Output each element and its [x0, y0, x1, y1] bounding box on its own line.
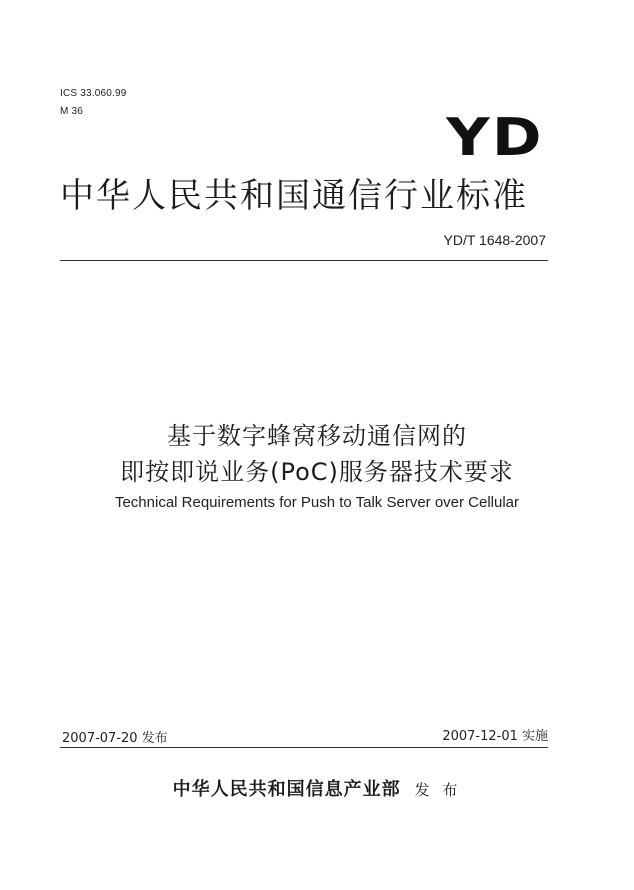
- ics-code: ICS 33.060.99: [60, 88, 127, 99]
- document-title-line-1: 基于数字蜂窝移动通信网的: [167, 422, 467, 450]
- english-title: Technical Requirements for Push to Talk Server over Cellular: [114, 494, 520, 511]
- standard-category-title: 中华人民共和国通信行业标准: [60, 176, 528, 216]
- classification-code: M 36: [60, 106, 84, 117]
- document-title-line-2: 即按即说业务(PoC)服务器技术要求: [120, 458, 514, 486]
- publisher-action: 发 布: [414, 781, 462, 799]
- issue-date: 2007-07-20 发布: [62, 731, 168, 746]
- publisher-name: 中华人民共和国信息产业部: [172, 779, 401, 800]
- header-divider: [60, 260, 548, 261]
- standard-number: YD/T 1648-2007: [443, 232, 546, 248]
- yd-logo: YD: [446, 108, 544, 168]
- publisher-line: [0, 775, 634, 801]
- footer-divider: [60, 747, 548, 748]
- implementation-date: 2007-12-01 实施: [442, 729, 548, 744]
